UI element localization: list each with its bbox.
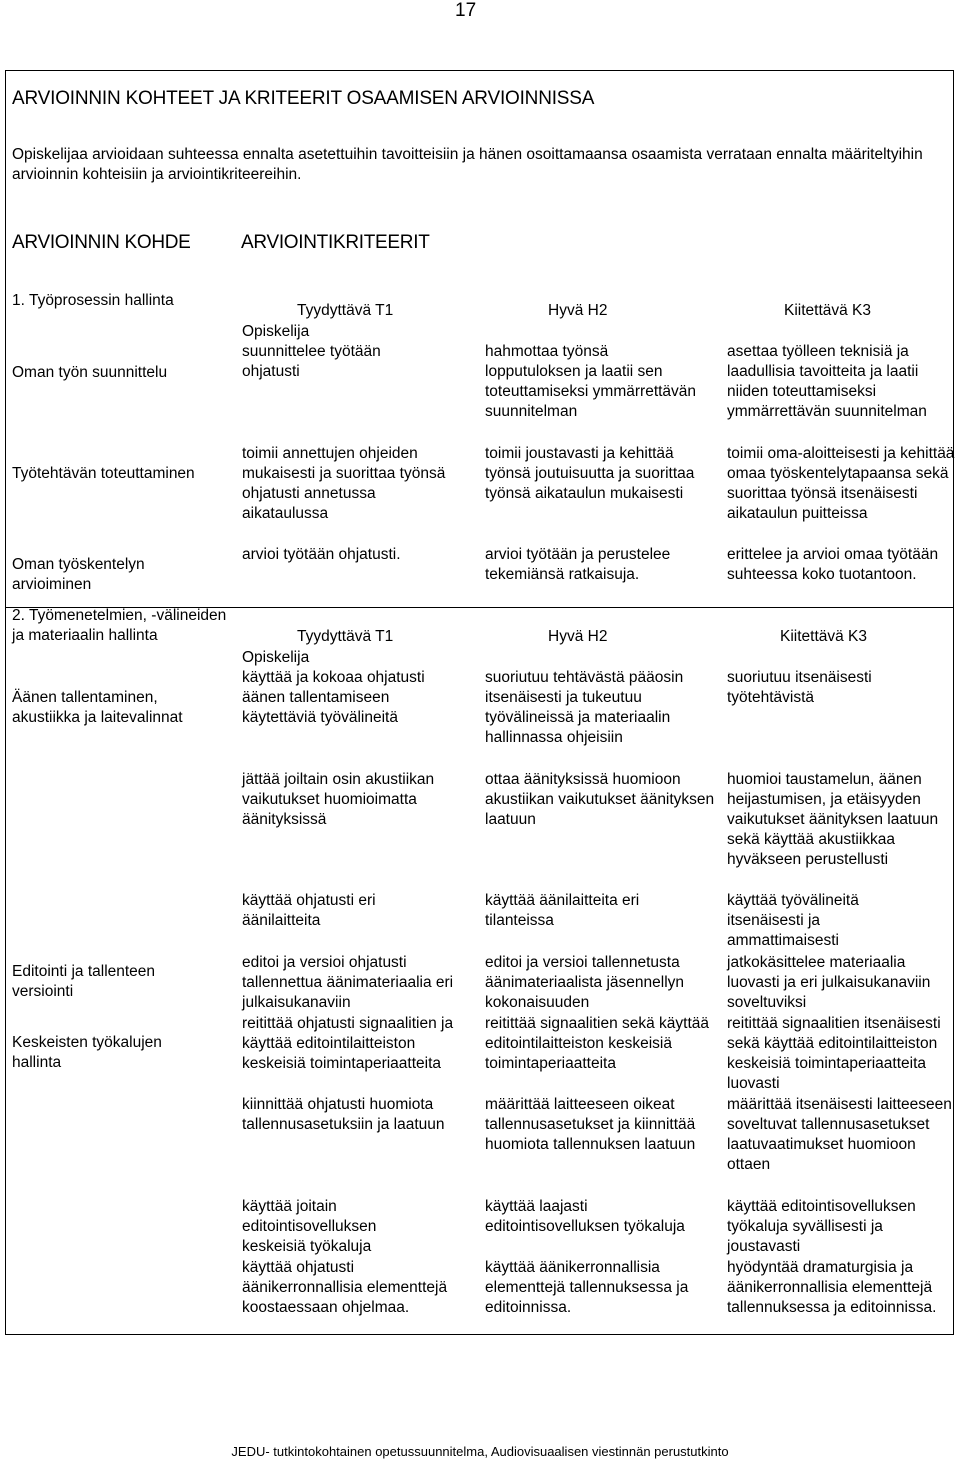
criterion-h2: käyttää äänikerronnallisia elementtejä tallennuksessa ja editoinnissa. bbox=[485, 1259, 689, 1316]
criterion-t1: editoi ja versioi ohjatusti tallennettua äänimateriaalia eri julkaisukanaviin bbox=[242, 954, 454, 1011]
level-header-h2: Hyvä H2 bbox=[548, 302, 608, 319]
page-footer: JEDU- tutkintokohtainen opetussuunnitelma, Audiovisuaalisen viestinnän perustutkinto bbox=[231, 1444, 729, 1459]
criterion-k3: määrittää itsenäisesti laitteeseen soveltuvat tallennusasetukset laatuvaatimukset huomioon ottaen bbox=[727, 1096, 952, 1173]
target-own-work-planning: Oman työn suunnittelu bbox=[12, 364, 168, 381]
criterion-t1: arvioi työtään ohjatusti. bbox=[242, 546, 401, 563]
criterion-h2: suoriutuu tehtävästä pääosin itsenäisesti ja tukeutuu työvälineissä ja materiaalin hallinnassa ohjeisiin bbox=[485, 669, 684, 746]
criterion-h2: reitittää signaalitien sekä käyttää editointilaitteiston keskeisiä toimintaperiaatteita bbox=[485, 1015, 710, 1072]
intro-paragraph: Opiskelijaa arvioidaan suhteessa ennalta asetettuihin tavoitteisiin ja hänen osoittamaansa osaamista verrataan ennalta määriteltyihin arvioinnin kohteisiin ja arviointikriteereihin. bbox=[12, 146, 923, 183]
target-self-assessment: Oman työskentelyn arvioiminen bbox=[12, 556, 145, 593]
criterion-k3: erittelee ja arvioi omaa työtään suhteessa koko tuotantoon. bbox=[727, 546, 939, 583]
section1-title: 1. Työprosessin hallinta bbox=[12, 292, 174, 309]
criterion-t1: suunnittelee työtään ohjatusti bbox=[242, 343, 381, 380]
criterion-h2: toimii joustavasti ja kehittää työnsä joutuisuutta ja suorittaa työnsä aikataulun mukaisesti bbox=[485, 445, 695, 502]
criterion-t1: käyttää ohjatusti eri äänilaitteita bbox=[242, 892, 376, 929]
criterion-h2: arvioi työtään ja perustelee tekemiänsä ratkaisuja. bbox=[485, 546, 671, 583]
level-header-k3: Kiitettävä K3 bbox=[780, 628, 868, 645]
criterion-k3: asettaa työlleen teknisiä ja laadullisia tavoitteita ja laatii niiden toteuttamiseksi ymmärrettävän suunnitelman bbox=[727, 343, 927, 420]
student-label: Opiskelija bbox=[242, 649, 310, 666]
target-key-tools: Keskeisten työkalujen hallinta bbox=[12, 1034, 162, 1071]
student-label: Opiskelija bbox=[242, 323, 310, 340]
criterion-k3: reitittää signaalitien itsenäisesti sekä käyttää editointilaitteiston keskeisiä toimintaperiaatteita luovasti bbox=[727, 1015, 941, 1092]
criterion-t1: käyttää joitain editointisovelluksen keskeisiä työkaluja bbox=[242, 1198, 377, 1255]
criterion-t1: käyttää ja kokoaa ohjatusti äänen tallentamiseen käytettäviä työvälineitä bbox=[242, 669, 425, 726]
level-header-k3: Kiitettävä K3 bbox=[784, 302, 872, 319]
column-header-criteria: ARVIOINTIKRITEERIT bbox=[241, 232, 430, 253]
level-header-t1: Tyydyttävä T1 bbox=[297, 302, 394, 319]
criterion-t1: reitittää ohjatusti signaalitien ja käyttää editointilaitteiston keskeisiä toimintaperiaatteita bbox=[242, 1015, 454, 1072]
criterion-k3: käyttää editointisovelluksen työkaluja syvällisesti ja joustavasti bbox=[727, 1198, 916, 1255]
criterion-t1: toimii annettujen ohjeiden mukaisesti ja suorittaa työnsä ohjatusti annetussa aikataulussa bbox=[242, 445, 446, 522]
criterion-h2: käyttää laajasti editointisovelluksen työkaluja bbox=[485, 1198, 685, 1235]
criterion-h2: hahmottaa työnsä lopputuloksen ja laatii sen toteuttamiseksi ymmärrettävän suunnitelman bbox=[485, 343, 697, 420]
criterion-t1: käyttää ohjatusti äänikerronnallisia elementtejä koostaessaan ohjelmaa. bbox=[242, 1259, 448, 1316]
target-task-execution: Työtehtävän toteuttaminen bbox=[12, 465, 195, 482]
level-header-h2: Hyvä H2 bbox=[548, 628, 608, 645]
criterion-k3: suoriutuu itsenäisesti työtehtävistä bbox=[727, 669, 872, 706]
page-number: 17 bbox=[455, 0, 477, 21]
column-header-target: ARVIOINNIN KOHDE bbox=[12, 232, 191, 253]
criterion-h2: editoi ja versioi tallennetusta äänimateriaalista jäsennellyn kokonaisuuden bbox=[485, 954, 685, 1011]
criterion-k3: toimii oma-aloitteisesti ja kehittää omaa työskentelytapaansa sekä suorittaa työnsä itsenäisesti aikataulun puitteissa bbox=[727, 445, 955, 522]
document-title: ARVIOINNIN KOHTEET JA KRITEERIT OSAAMISEN ARVIOINNISSA bbox=[12, 88, 595, 109]
target-audio-recording: Äänen tallentaminen, akustiikka ja laitevalinnat bbox=[12, 689, 183, 726]
criterion-h2: määrittää laitteeseen oikeat tallennusasetukset ja kiinnittää huomiota tallennuksen laatuun bbox=[485, 1096, 696, 1153]
criterion-k3: hyödyntää dramaturgisia ja äänikerronnallisia elementtejä tallennuksessa ja editoinnissa. bbox=[727, 1259, 937, 1316]
criterion-k3: jatkokäsittelee materiaalia luovasti ja eri julkaisukanaviin soveltuviksi bbox=[727, 954, 931, 1011]
target-editing-versioning: Editointi ja tallenteen versiointi bbox=[12, 963, 156, 1000]
criterion-k3: käyttää työvälineitä itsenäisesti ja ammattimaisesti bbox=[727, 892, 859, 949]
criterion-k3: huomioi taustamelun, äänen heijastumisen, ja etäisyyden vaikutukset äänityksen laatuun sekä käyttää akustiikkaa hyväkseen perustellusti bbox=[727, 771, 939, 868]
criterion-t1: kiinnittää ohjatusti huomiota tallennusasetuksiin ja laatuun bbox=[242, 1096, 445, 1133]
level-header-t1: Tyydyttävä T1 bbox=[297, 628, 394, 645]
criterion-h2: ottaa äänityksissä huomioon akustiikan vaikutukset äänityksen laatuun bbox=[485, 771, 715, 828]
criterion-h2: käyttää äänilaitteita eri tilanteissa bbox=[485, 892, 640, 929]
section2-title: 2. Työmenetelmien, -välineiden ja materiaalin hallinta bbox=[12, 607, 227, 644]
criterion-t1: jättää joiltain osin akustiikan vaikutukset huomioimatta äänityksissä bbox=[242, 771, 435, 828]
